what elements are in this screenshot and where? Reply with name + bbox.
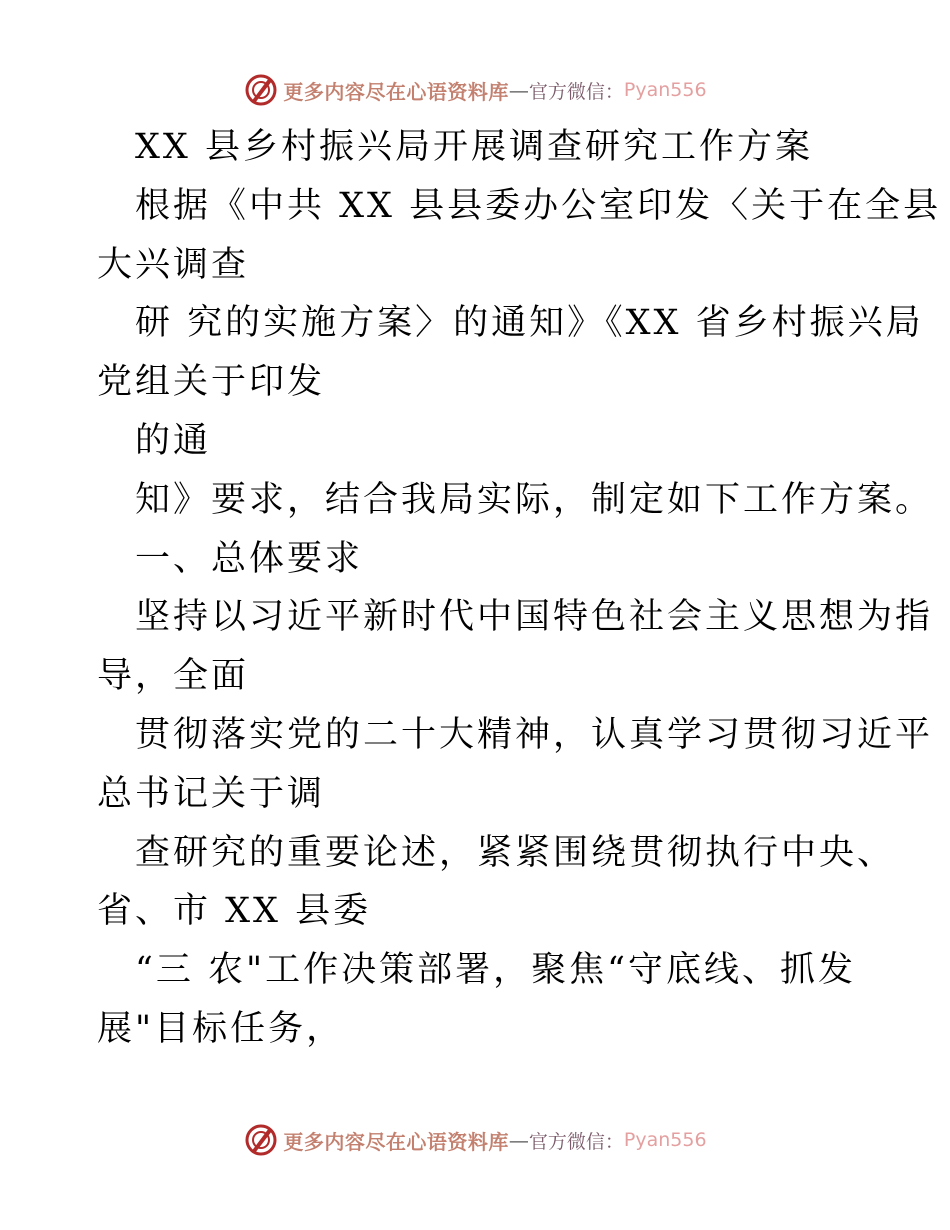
header-separator: — [508,78,529,102]
text-line: 总书记关于调 [97,773,326,814]
text-line: 一、总体要求 [135,538,364,579]
footer-banner [0,1120,950,1160]
text-line: 省、市 XX 县委 [97,891,372,932]
footer-site-text: 更多内容尽在心语资料库 [283,1129,509,1154]
footer-separator: — [508,1128,529,1152]
text-line: “三 农"工作决策部署，聚焦“守底线、抓发 [135,950,857,991]
footer-contact-label: 官方微信： [528,1130,624,1153]
header-site-text: 更多内容尽在心语资料库 [283,79,509,104]
quill-logo-icon [243,1122,279,1158]
text-line: 导，全面 [97,656,250,697]
quill-logo-icon [243,72,279,108]
header-contact-label: 官方微信： [528,80,624,103]
header-banner [0,70,950,110]
footer-contact-id: Pyan556 [623,1129,707,1151]
text-line: 查研究的重要论述，紧紧围绕贯彻执行中央、 [135,832,896,873]
text-line: 的通 [135,420,212,461]
text-line: 贯彻落实党的二十大精神，认真学习贯彻习近平 [135,714,934,755]
text-line: XX 县乡村振兴局开展调查研究工作方案 [135,127,813,167]
text-line: 坚持以习近平新时代中国特色社会主义思想为指 [135,597,934,638]
header-contact-id: Pyan556 [623,79,707,101]
text-line: 展"目标任务， [97,1008,345,1049]
text-line: 研 究的实施方案〉的通知》《XX 省乡村振兴局 [135,303,924,344]
text-line: 知》要求，结合我局实际，制定如下工作方案。 [135,479,934,520]
text-line: 党组关于印发 [97,362,326,403]
text-line: 大兴调查 [97,244,250,285]
document-body [97,118,942,1059]
text-line: 根据《中共 XX 县县委办公室印发〈关于在全县 [135,185,942,226]
